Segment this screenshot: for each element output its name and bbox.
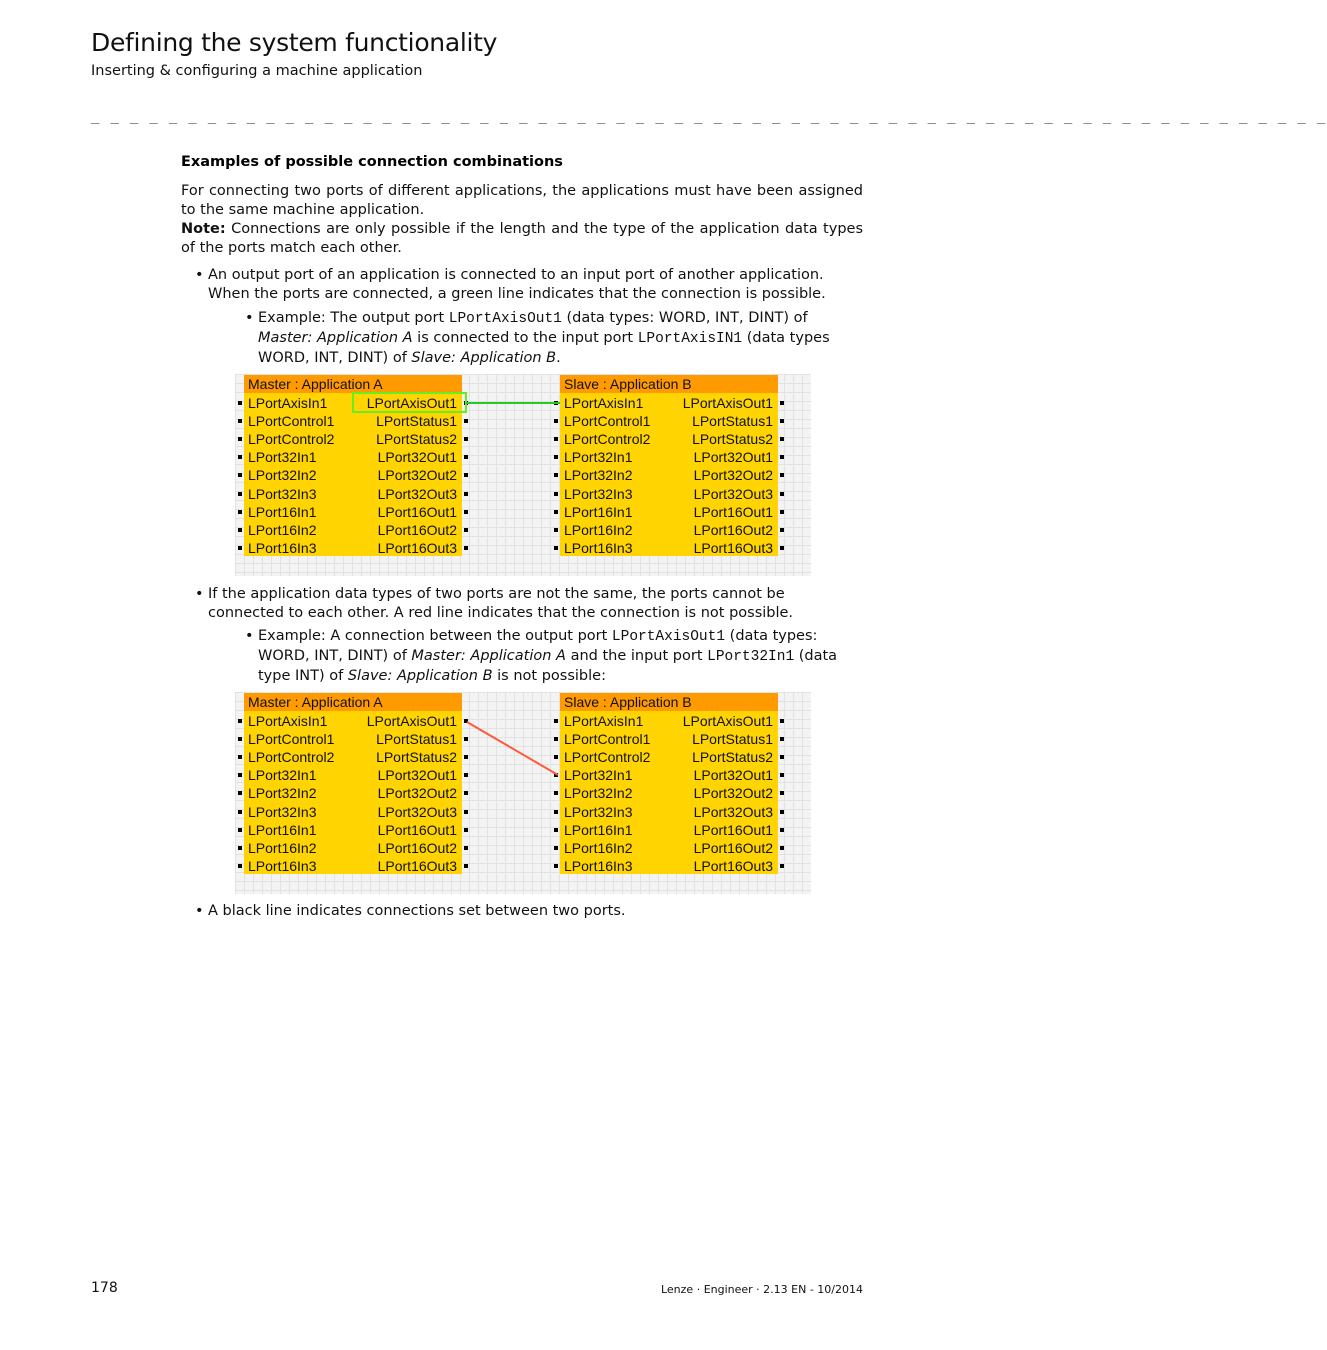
input-port-label[interactable]: LPort32In3 [564, 803, 633, 820]
code-port-name: LPortAxisIN1 [637, 331, 743, 347]
bullet-item [195, 266, 862, 304]
input-port-label[interactable]: LPortAxisIn1 [248, 395, 328, 411]
sub-bullet-text: (data types WORD, INT, DINT) of [258, 330, 830, 366]
page-number: 178 [91, 1280, 118, 1296]
valid-connection-svg [235, 374, 811, 576]
app-name: Master: Application A [411, 648, 566, 664]
input-port-label[interactable]: LPort32In2 [564, 785, 633, 802]
output-port-label[interactable]: LPort16Out2 [377, 521, 457, 538]
master-block-title: Master : Application A [244, 375, 462, 393]
output-port-label[interactable]: LPort32Out3 [377, 485, 457, 502]
output-port-label[interactable]: LPort32Out1 [377, 449, 457, 466]
bullet-item [195, 902, 862, 921]
output-port-label[interactable]: LPort32Out1 [377, 767, 457, 784]
input-port-label[interactable]: LPort32In1 [564, 449, 633, 466]
output-port-label[interactable]: LPort16Out3 [377, 857, 457, 874]
input-port-label[interactable]: LPortControl1 [564, 731, 651, 748]
selected-port-highlight [353, 393, 466, 412]
output-port-label[interactable]: LPort16Out3 [377, 539, 457, 556]
input-port-label[interactable]: LPortAxisIn1 [564, 713, 644, 729]
output-port-label[interactable]: LPort16Out1 [377, 503, 457, 520]
bullet-dot: • [245, 310, 254, 326]
note-label: Note: [181, 221, 226, 237]
input-port-label[interactable]: LPort32In3 [564, 485, 633, 502]
input-port-label[interactable]: LPort16In1 [248, 821, 317, 838]
output-port-label[interactable]: LPort16Out1 [377, 821, 457, 838]
bullet-text: A black line indicates connections set between two ports. [208, 903, 626, 919]
slave-block-title: Slave : Application B [560, 693, 778, 711]
input-port-label[interactable]: LPortAxisIn1 [564, 395, 644, 411]
output-port-label[interactable]: LPortAxisOut1 [366, 395, 457, 411]
input-port-label[interactable]: LPort16In2 [564, 521, 633, 538]
code-port-name: LPortAxisOut1 [611, 629, 726, 645]
app-name: Slave: Application B [411, 350, 557, 366]
input-port-label[interactable]: LPortControl2 [248, 749, 335, 766]
input-port-label[interactable]: LPort32In1 [248, 767, 317, 784]
output-port-label[interactable]: LPort32Out1 [693, 767, 773, 784]
output-port-label[interactable]: LPortStatus2 [376, 749, 457, 766]
output-port-label[interactable]: LPortStatus1 [692, 731, 773, 748]
input-port-label[interactable]: LPortControl2 [248, 431, 335, 448]
sub-bullet-text: and the input port [565, 648, 708, 664]
output-port-label[interactable]: LPortAxisOut1 [366, 713, 457, 729]
bullet-dot: • [195, 267, 204, 283]
bullet-dot: • [245, 628, 254, 644]
sub-bullet-item [245, 627, 862, 686]
sub-bullet-text: Example: A connection between the output port [258, 628, 612, 644]
output-port-label[interactable]: LPort16Out2 [693, 521, 773, 538]
output-port-label[interactable]: LPortAxisOut1 [682, 395, 773, 411]
input-port-label[interactable]: LPort32In1 [564, 767, 633, 784]
code-port-name: LPort32In1 [707, 649, 795, 665]
app-name: Master: Application A [258, 330, 413, 346]
input-port-label[interactable]: LPortControl2 [564, 749, 651, 766]
input-port-label[interactable]: LPort16In1 [564, 503, 633, 520]
connection-diagram-valid [235, 374, 811, 576]
connection-diagram-invalid [235, 692, 811, 894]
sub-bullet-text: (data types: WORD, INT, DINT) of [561, 310, 808, 326]
sub-bullet-text: (data types: WORD, INT, DINT) of [258, 628, 818, 664]
intro-text: For connecting two ports of different applications, the applications must have been assigned to the same machine application. [181, 183, 863, 218]
intro-paragraph [181, 182, 863, 258]
bullet-dot: • [195, 586, 204, 602]
output-port-label[interactable]: LPort16Out3 [693, 857, 773, 874]
output-port-label[interactable]: LPort16Out3 [693, 539, 773, 556]
input-port-label[interactable]: LPort32In3 [248, 485, 317, 502]
input-port-label[interactable]: LPort32In2 [248, 467, 317, 484]
page-subtitle: Inserting & configuring a machine application [91, 63, 423, 79]
output-port-label[interactable]: LPortStatus2 [692, 749, 773, 766]
input-port-label[interactable]: LPort32In2 [564, 467, 633, 484]
input-port-label[interactable]: LPort16In2 [248, 839, 317, 856]
footer-info: Lenze · Engineer · 2.13 EN - 10/2014 [660, 1283, 863, 1296]
separator-line: _ _ _ _ _ _ _ _ _ _ _ _ _ _ _ _ _ _ _ _ _ _ _ _ _ _ _ _ _ _ _ _ _ _ _ _ _ _ _ _ _ _ _ _ _ _ _ _ _ _ _ _ _ _ _ _ _ _ _ _ _ _ _ _ [91, 108, 1327, 124]
sub-bullet-item [245, 309, 858, 368]
output-port-label[interactable]: LPortStatus1 [376, 731, 457, 748]
output-port-label[interactable]: LPort16Out1 [693, 503, 773, 520]
master-block-title: Master : Application A [244, 693, 462, 711]
input-port-label[interactable]: LPort16In1 [564, 821, 633, 838]
input-port-label[interactable]: LPortControl2 [564, 431, 651, 448]
output-port-label[interactable]: LPort32Out2 [377, 467, 457, 484]
input-port-label[interactable]: LPort16In3 [248, 539, 317, 556]
sub-bullet-text: . [556, 350, 561, 366]
output-port-label[interactable]: LPortStatus2 [692, 431, 773, 448]
output-port-label[interactable]: LPort32Out3 [377, 803, 457, 820]
input-port-label[interactable]: LPort16In3 [564, 857, 633, 874]
bullet-text: If the application data types of two ports are not the same, the ports cannot be connected to each other. A red line indicates that the connection is not possible. [208, 586, 794, 621]
output-port-label[interactable]: LPort32Out2 [377, 785, 457, 802]
input-port-label[interactable]: LPort16In2 [564, 839, 633, 856]
output-port-label[interactable]: LPort16Out2 [693, 839, 773, 856]
sub-bullet-text: Example: The output port [258, 310, 449, 326]
slave-block-title: Slave : Application B [560, 375, 778, 393]
output-port-label[interactable]: LPort32Out3 [693, 485, 773, 502]
input-port-label[interactable]: LPort16In1 [248, 503, 317, 520]
invalid-connection-svg [235, 692, 811, 894]
input-port-label[interactable]: LPort32In3 [248, 803, 317, 820]
output-port-label[interactable]: LPortStatus2 [376, 431, 457, 448]
output-port-label[interactable]: LPortStatus1 [692, 413, 773, 430]
sub-bullet-text: (data type INT) of [258, 648, 838, 684]
output-port-label[interactable]: LPort32Out2 [693, 467, 773, 484]
input-port-label[interactable]: LPort16In3 [564, 539, 633, 556]
input-port-label[interactable]: LPortAxisIn1 [248, 713, 328, 729]
bullet-item [195, 585, 862, 623]
output-port-label[interactable]: LPort32Out1 [693, 449, 773, 466]
output-port-label[interactable]: LPort16Out2 [377, 839, 457, 856]
bullet-text: An output port of an application is connected to an input port of another application. When the ports are connected, a green line indicates that the connection is possible. [208, 267, 826, 302]
code-port-name: LPortAxisOut1 [448, 311, 562, 327]
input-port-label[interactable]: LPortControl1 [248, 731, 335, 748]
output-port-label[interactable]: LPortStatus1 [376, 413, 457, 430]
input-port-label[interactable]: LPort32In1 [248, 449, 317, 466]
sub-bullet-text: is connected to the input port [412, 330, 638, 346]
app-name: Slave: Application B [347, 668, 493, 684]
input-port-label[interactable]: LPortControl1 [248, 413, 335, 430]
input-port-label[interactable]: LPort16In2 [248, 521, 317, 538]
sub-bullet-text: is not possible: [492, 668, 606, 684]
output-port-label[interactable]: LPort16Out1 [693, 821, 773, 838]
output-port-label[interactable]: LPortAxisOut1 [682, 713, 773, 729]
output-port-label[interactable]: LPort32Out2 [693, 785, 773, 802]
bullet-dot: • [195, 903, 204, 919]
input-port-label[interactable]: LPort16In3 [248, 857, 317, 874]
note-text: Connections are only possible if the length and the type of the application data types of the ports match each other. [181, 221, 863, 256]
section-heading: Examples of possible connection combinations [181, 154, 563, 170]
invalid-connection-line[interactable] [467, 722, 558, 775]
output-port-label[interactable]: LPort32Out3 [693, 803, 773, 820]
page-title: Defining the system functionality [91, 28, 498, 57]
input-port-label[interactable]: LPort32In2 [248, 785, 317, 802]
input-port-label[interactable]: LPortControl1 [564, 413, 651, 430]
